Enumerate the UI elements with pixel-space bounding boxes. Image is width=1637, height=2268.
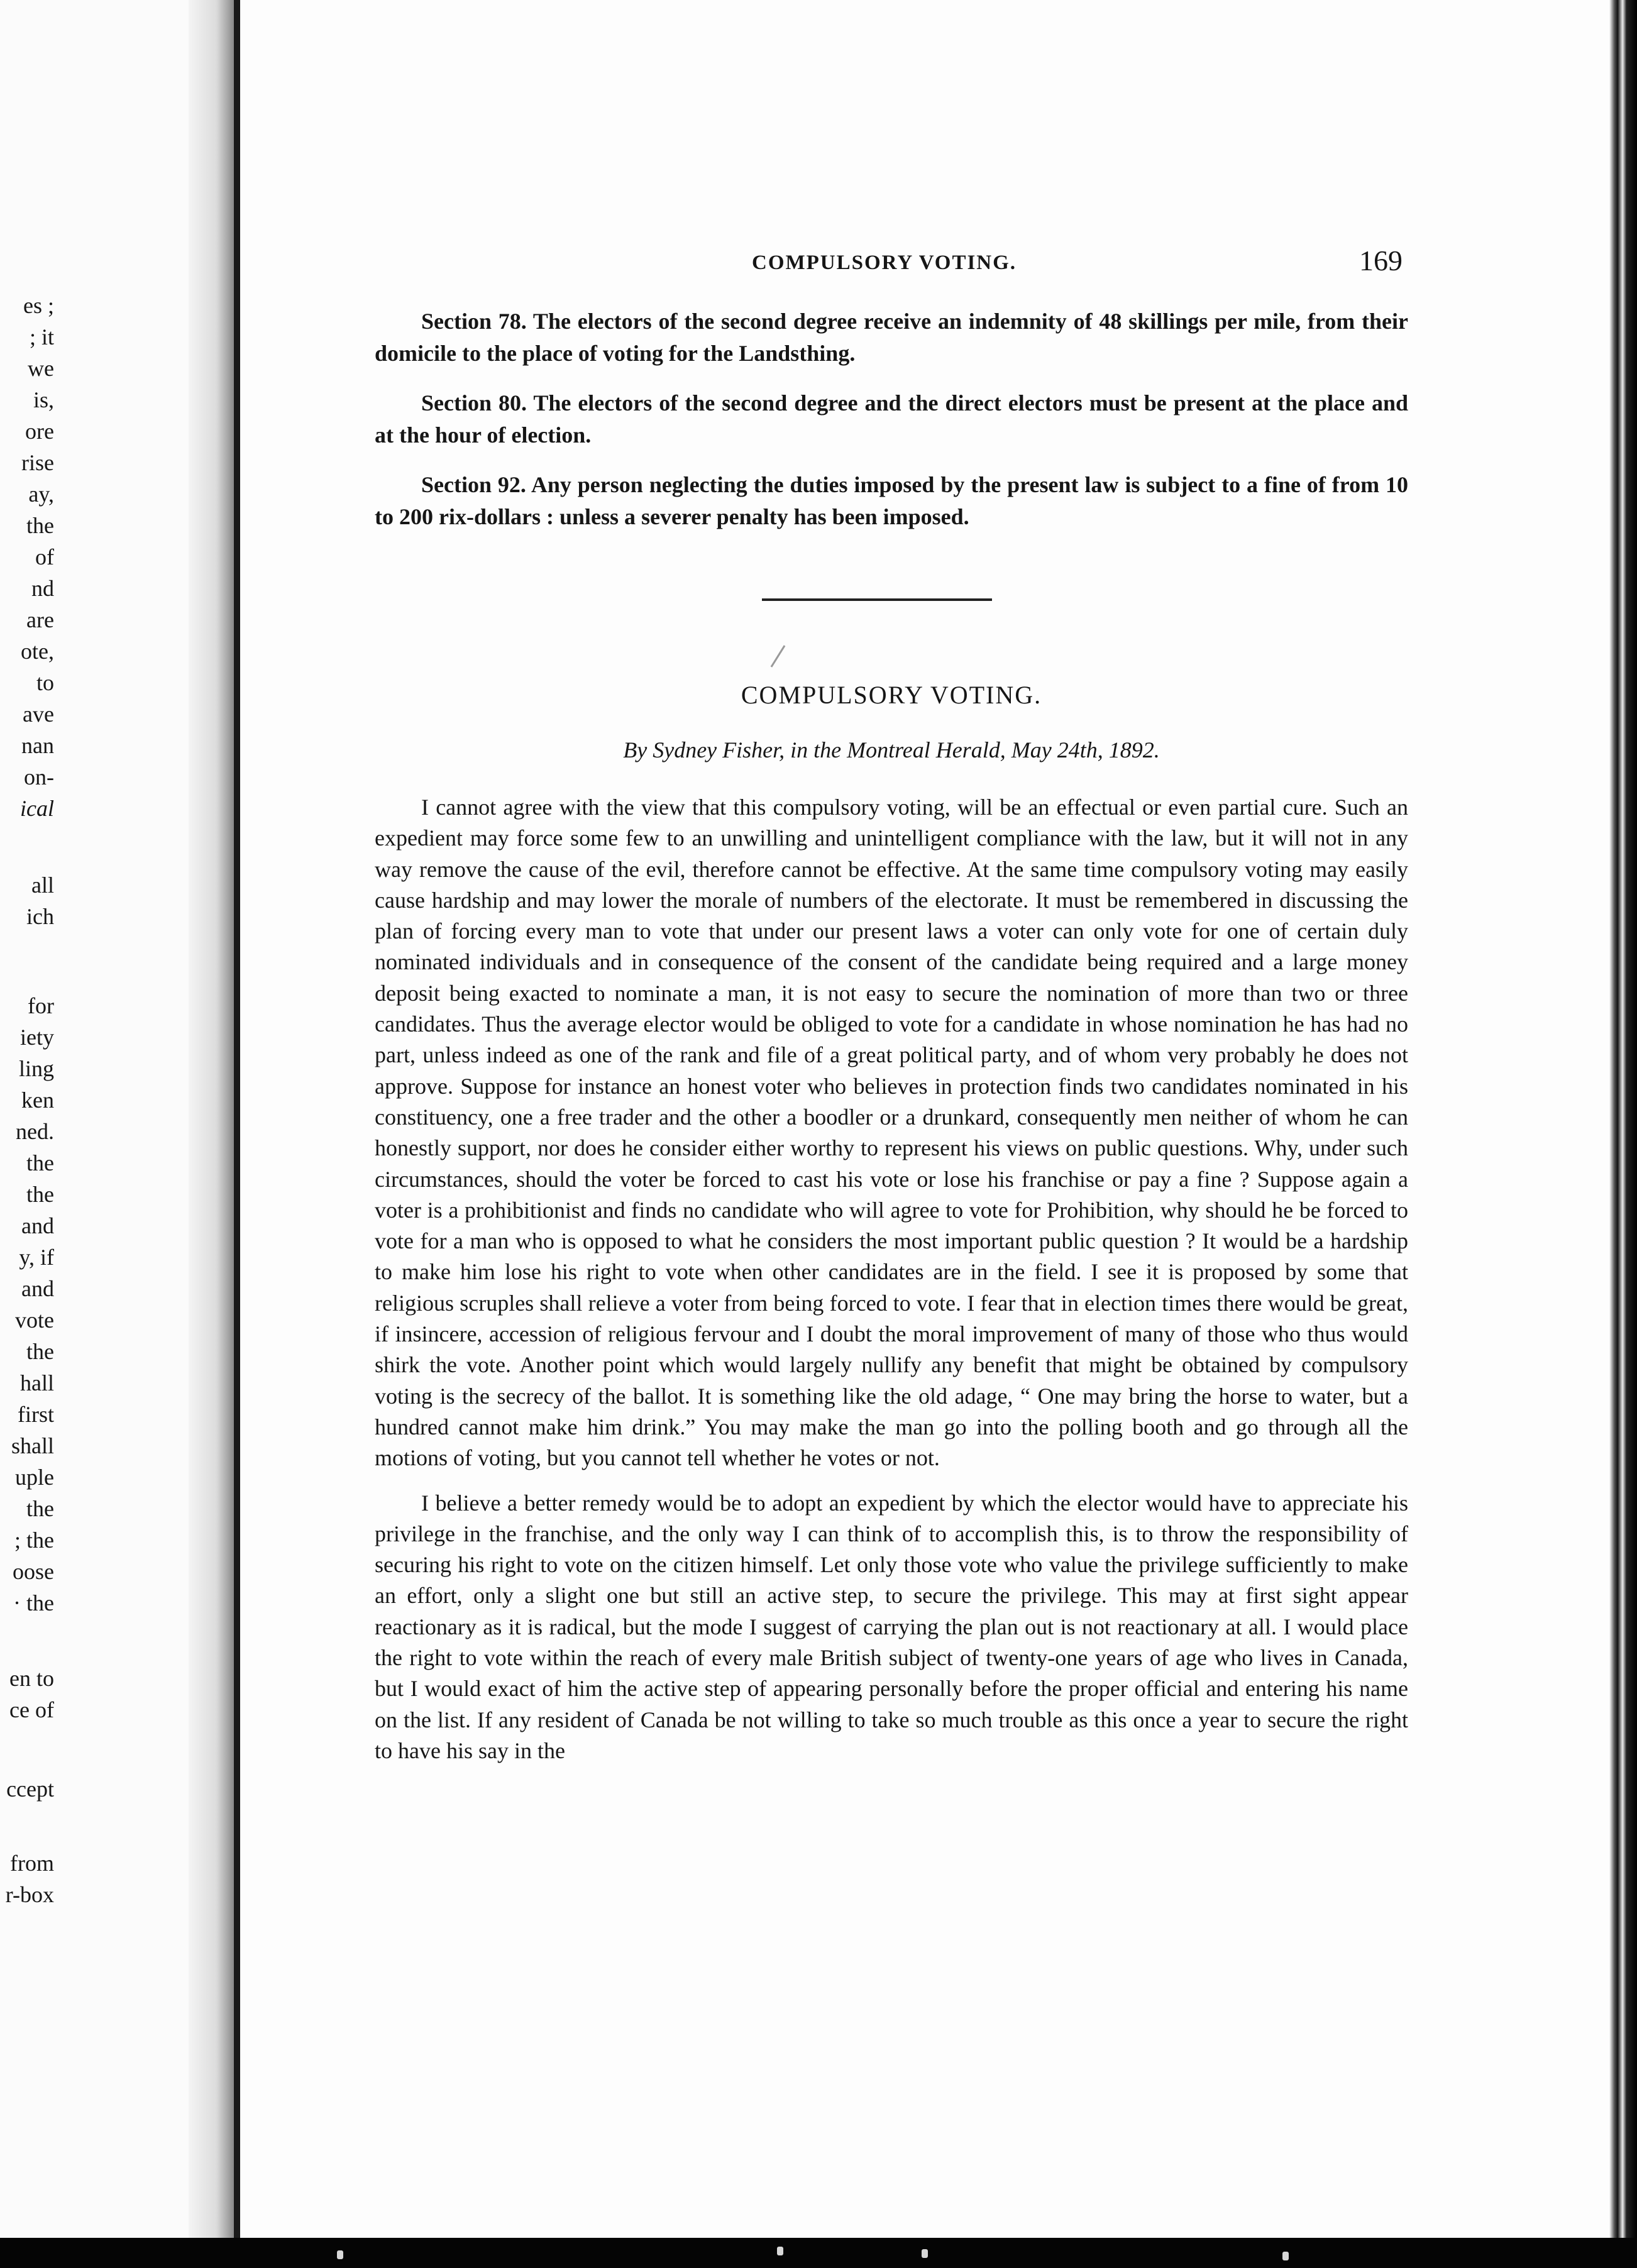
facing-page-line-fragment: ay,	[28, 482, 54, 507]
facing-page-line-fragment: ote,	[21, 639, 54, 664]
facing-page-line-fragment: for	[28, 993, 54, 1018]
article-title: COMPULSORY VOTING.	[741, 681, 1042, 709]
facing-page-line-fragment: are	[26, 607, 54, 632]
facing-page-line-fragment: ical	[20, 796, 54, 821]
facing-page-line-fragment: ling	[18, 1056, 54, 1081]
facing-page-line-fragment: from	[10, 1851, 54, 1876]
facing-page-line-fragment: the	[26, 1496, 54, 1521]
facing-page-line-fragment: hall	[20, 1370, 54, 1395]
facing-page-line-fragment: is,	[33, 387, 54, 412]
facing-page-line-fragment: es ;	[23, 293, 54, 318]
facing-page-line-fragment: ; it	[29, 324, 54, 350]
facing-page-line-fragment: we	[28, 356, 54, 381]
facing-page-line-fragment: ned.	[16, 1119, 54, 1144]
facing-page-line-fragment: of	[35, 544, 54, 570]
section-78: Section 78. The electors of the second degree receive an indemnity of 48 skillings per mile, from their domicile to the place of voting for the Landsthing.	[375, 309, 1408, 366]
running-head: COMPULSORY VOTING.	[752, 251, 1017, 274]
facing-page-line-fragment: rise	[21, 450, 54, 475]
section-divider-rule	[762, 598, 992, 601]
facing-page-line-fragment: ore	[25, 419, 54, 444]
facing-page-line-fragment: the	[26, 513, 54, 538]
facing-page-line-fragment: shall	[11, 1433, 54, 1458]
facing-page-line-fragment: and	[21, 1276, 54, 1301]
article-paragraph: I cannot agree with the view that this compulsory voting, will be an effectual or even partial cure. Such an expedient may force some few to an unwilling and unintelligent compliance with the law, but it will not in any way remove the cause of the evil, therefore cannot be effective. At the same time compulsory voting may easily cause hardship and may lower the morale of numbers of the electorate. It must be remembered in discussing the plan of forcing every man to vote that under our present laws a voter can only vote for one of certain duly nominated individuals and in consequence of the consent of the candidate being required and a large money deposit being exacted to nominate a man, it is not easy to secure the nomination of more than two or three candidates. Thus the average elector would be obliged to vote for a candidate in whose nomination he has had no part, unless indeed as one of the rank and file of a great political party, and of whom very probably he does not approve. Suppose for instance an honest voter who believes in protection finds two candidates nominated in his constituency, one a free trader and the other a boodler or a drunkard, consequently men neither of whom he can honestly support, nor does he consider either worthy to represent his views on public questions. Why, under such circumstances, should the voter be forced to cast his vote or lose his franchise or pay a fine ? Suppose again a voter is a prohibitionist and finds no candidate who will agree to vote for Prohibition, why should he be forced to vote for a man who is opposed to what he considers the most important public question ? It would be a hardship to make him lose his right to vote when other candidates are in the field. I see it is proposed by some that religious scruples shall relieve a voter from being forced to vote. I fear that in election times there would be great, if insincere, accession of religious fervour and I doubt the moral improvement of many of those who thus would shirk the vote. Another point which would largely nullify any benefit that might be obtained by compulsory voting is the secrecy of the ballot. It is something like the old adage, “ One may bring the horse to water, but a hundred cannot make him drink.” You may make the man go into the polling booth and go through all the motions of voting, but you cannot tell whether he votes or not.	[375, 795, 1408, 1471]
facing-page-line-fragment: to	[36, 670, 54, 695]
article-paragraph: I believe a better remedy would be to adopt an expedient by which the elector would have to appreciate his privilege in the franchise, and the only way I can think of to accomplish this, is to throw the responsibility of securing his right to vote on the citizen himself. Let only those vote who value the privilege sufficiently to make an effort, only a slight one but still an active step, to secure the privilege. This may at first sight appear reactionary as it is radical, but the mode I suggest of carrying the plan out is not reactionary at all. I would place the right to vote within the reach of every male British subject of twenty-one years of age who lives in Canada, but I would exact of him the active step of appearing personally before the proper official and entering his name on the list. If any resident of Canada be not willing to take so much trouble as this once a year to secure the right to have his say in the	[375, 1490, 1408, 1763]
facing-page-line-fragment: nan	[21, 733, 54, 758]
facing-page-line-fragment: r-box	[5, 1882, 54, 1907]
binding-edge-line	[234, 0, 240, 2268]
facing-page-line-fragment: ken	[21, 1087, 54, 1113]
scan-artifact-dot	[1282, 2252, 1289, 2260]
scan-artifact-dot	[337, 2250, 343, 2259]
facing-page-line-fragment: vote	[15, 1307, 54, 1333]
section-92: Section 92. Any person neglecting the duties imposed by the present law is subject to a fine of from 10 to 200 rix-dollars : unless a severer penalty has been imposed.	[375, 472, 1408, 529]
facing-page-line-fragment: · the	[13, 1590, 54, 1616]
facing-page-line-fragment: y, if	[19, 1245, 54, 1270]
facing-page-line-fragment: ccept	[6, 1776, 54, 1802]
facing-page-line-fragment: iety	[20, 1025, 54, 1050]
section-80: Section 80. The electors of the second degree and the direct electors must be present at the place and at the hour of election.	[375, 390, 1408, 448]
article-byline: By Sydney Fisher, in the Montreal Herald, May 24th, 1892.	[623, 737, 1160, 762]
facing-page-line-fragment: the	[26, 1339, 54, 1364]
facing-page-line-fragment: on-	[24, 764, 54, 790]
facing-page-line-fragment: ; the	[14, 1528, 54, 1553]
facing-page-line-fragment: ce of	[9, 1697, 54, 1722]
facing-page-line-fragment: and	[21, 1213, 54, 1238]
scan-artifact-dot	[777, 2247, 783, 2255]
facing-page-line-fragment: uple	[15, 1465, 54, 1490]
scan-artifact-dot	[922, 2249, 928, 2258]
facing-page-line-fragment: the	[26, 1150, 54, 1175]
facing-page-line-fragment: all	[31, 873, 54, 898]
binding-gutter	[189, 0, 239, 2268]
article-body	[375, 792, 1408, 1780]
facing-page-line-fragment: ave	[23, 702, 54, 727]
facing-page-line-fragment: ich	[26, 904, 54, 929]
facing-page-line-fragment: nd	[31, 576, 54, 601]
page-edge-bottom	[0, 2238, 1637, 2268]
page-edge-right	[1609, 0, 1637, 2268]
facing-page-line-fragment: the	[26, 1182, 54, 1207]
law-sections	[375, 306, 1408, 551]
page-number: 169	[1359, 245, 1403, 277]
facing-page-line-fragment: en to	[9, 1666, 54, 1691]
facing-page-line-fragment: oose	[13, 1559, 54, 1584]
facing-page-line-fragment: first	[18, 1402, 54, 1427]
